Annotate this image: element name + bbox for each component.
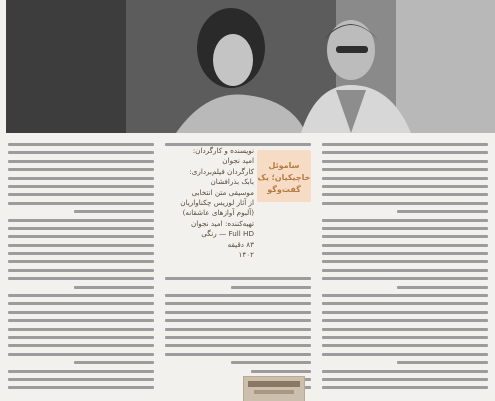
credit-line: (آلبوم آوازهای عاشقانه) [182, 208, 254, 218]
text-line-placeholder [8, 177, 154, 180]
text-line-placeholder [8, 353, 154, 356]
film-credits [180, 146, 254, 260]
text-line-placeholder [322, 160, 488, 163]
text-line-placeholder [8, 294, 154, 297]
text-line-placeholder [8, 319, 154, 322]
text-line-placeholder [74, 210, 154, 213]
text-line-placeholder [8, 252, 154, 255]
text-line-placeholder [165, 344, 311, 347]
text-line-placeholder [322, 143, 488, 146]
text-line-placeholder [165, 328, 311, 331]
text-line-placeholder [397, 361, 488, 364]
text-line-placeholder [8, 277, 154, 280]
text-line-placeholder [322, 302, 488, 305]
text-line-placeholder [8, 311, 154, 314]
credit-line: از آثار لوریس چکناواریان [180, 198, 254, 208]
article-column-left [8, 143, 154, 400]
credit-line: امید نجوان [222, 156, 254, 166]
text-line-placeholder [322, 168, 488, 171]
text-line-placeholder [8, 269, 154, 272]
text-line-placeholder [8, 227, 154, 230]
text-line-placeholder [322, 294, 488, 297]
text-line-placeholder [8, 386, 154, 389]
text-line-placeholder [322, 177, 488, 180]
credit-line: تهیه‌کننده: امید نجوان [190, 218, 254, 228]
text-line-placeholder [322, 277, 488, 280]
text-line-placeholder [8, 370, 154, 373]
credit-line: کارگردان فیلم‌برداری: [189, 166, 254, 176]
credit-line: Full HD — رنگی [201, 229, 254, 239]
credit-line: ۱۴۰۲ [238, 250, 254, 260]
text-line-placeholder [322, 244, 488, 247]
text-line-placeholder [165, 277, 311, 280]
text-line-placeholder [8, 328, 154, 331]
text-line-placeholder [322, 344, 488, 347]
text-line-placeholder [322, 378, 488, 381]
highlight-title: ساموئل خاچیکیان؛ یک گفت‌وگو [257, 161, 311, 194]
text-line-placeholder [8, 151, 154, 154]
text-line-placeholder [322, 252, 488, 255]
text-line-placeholder [322, 370, 488, 373]
text-line-placeholder [322, 336, 488, 339]
text-line-placeholder [322, 386, 488, 389]
text-line-placeholder [8, 202, 154, 205]
text-line-placeholder [322, 202, 488, 205]
credit-line: نویسنده و کارگردان: [192, 146, 254, 155]
text-line-placeholder [165, 294, 311, 297]
text-line-placeholder [231, 361, 311, 364]
text-line-placeholder [8, 143, 154, 146]
text-line-placeholder [322, 227, 488, 230]
text-line-placeholder [74, 286, 154, 289]
text-line-placeholder [322, 235, 488, 238]
text-line-placeholder [8, 244, 154, 247]
text-line-placeholder [8, 235, 154, 238]
text-line-placeholder [8, 336, 154, 339]
text-line-placeholder [8, 344, 154, 347]
text-line-placeholder [165, 336, 311, 339]
text-line-placeholder [322, 193, 488, 196]
text-line-placeholder [322, 219, 488, 222]
text-line-placeholder [8, 378, 154, 381]
text-line-placeholder [322, 353, 488, 356]
text-line-placeholder [8, 302, 154, 305]
text-line-placeholder [8, 160, 154, 163]
header-photo [6, 0, 495, 133]
text-line-placeholder [8, 168, 154, 171]
text-line-placeholder [165, 319, 311, 322]
text-line-placeholder [8, 185, 154, 188]
text-line-placeholder [231, 286, 311, 289]
credit-line: بابک بذرافشان [210, 177, 254, 187]
text-line-placeholder [397, 210, 488, 213]
credit-line: موسیقی متن انتخابی [191, 187, 254, 197]
text-line-placeholder [74, 361, 154, 364]
text-line-placeholder [322, 328, 488, 331]
text-line-placeholder [8, 260, 154, 263]
article-column-right [322, 143, 488, 400]
text-line-placeholder [322, 151, 488, 154]
text-line-placeholder [322, 185, 488, 188]
book-cover-image [243, 376, 305, 401]
text-line-placeholder [165, 302, 311, 305]
text-line-placeholder [165, 311, 311, 314]
text-line-placeholder [322, 269, 488, 272]
text-line-placeholder [165, 353, 311, 356]
text-line-placeholder [8, 193, 154, 196]
credit-line: ۸۳ دقیقه [227, 239, 254, 249]
text-line-placeholder [322, 319, 488, 322]
text-line-placeholder [251, 370, 311, 373]
text-line-placeholder [322, 311, 488, 314]
text-line-placeholder [397, 286, 488, 289]
text-line-placeholder [8, 219, 154, 222]
text-line-placeholder [322, 260, 488, 263]
